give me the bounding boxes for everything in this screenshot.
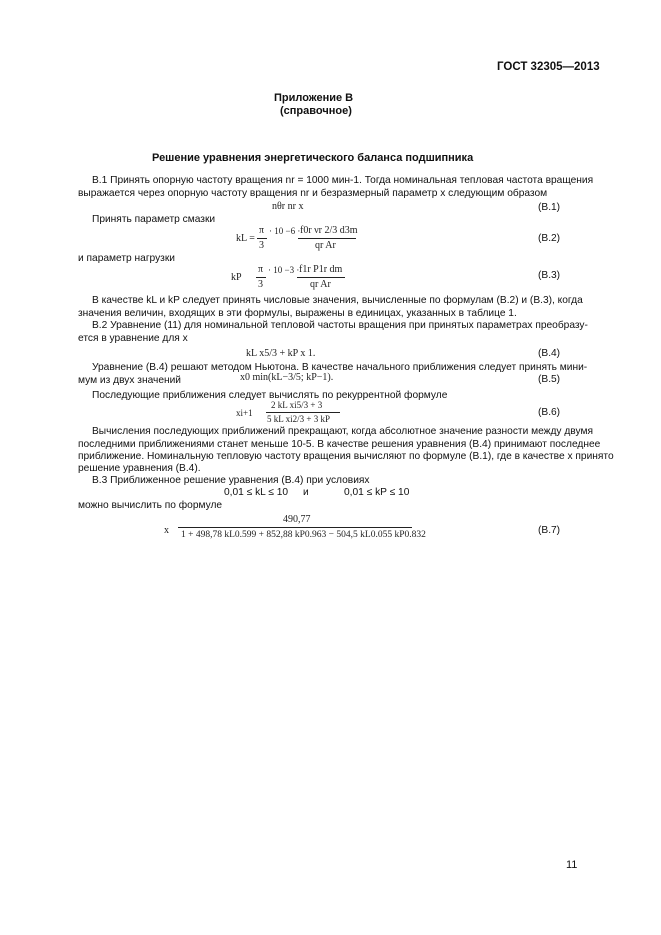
equation-number-b7: (В.7) [538,525,561,536]
condition-kp: 0,01 ≤ kP ≤ 10 [344,487,410,498]
equation-b2-three: 3 [259,240,264,251]
lubrication-param-text: Принять параметр смазки [92,214,216,225]
equation-number-b3: (В.3) [538,270,561,281]
equation-b3-three: 3 [258,279,263,290]
condition-kl: 0,01 ≤ kL ≤ 10 [224,487,289,498]
equation-b7-denominator: 1 + 498,78 kL0.599 + 852,88 kP0.963 − 504,5 kL0.055 kP0.832 [181,530,426,540]
paragraph-b2-line1: В.2 Уравнение (11) для номинальной тепловой частоты вращения при принятых параметрах преобразу- [92,320,588,331]
equation-b7-fraction-bar [178,527,412,528]
equation-b3-lhs: kP [231,272,242,283]
paragraph-coeffs-line2: значения величин, входящих в эти формулы, выражены в единицах, указанных в таблице 1. [78,308,517,319]
equation-b2-pi-bar [257,238,267,239]
equation-b2-factor: · 10 −6 · [269,226,301,236]
equation-number-b2: (В.2) [538,233,561,244]
equation-b2-pi: π [259,225,265,236]
equation-b6-numerator: 2 kL xi5/3 + 3 [271,400,323,410]
equation-b6-denominator: 5 kL xi2/3 + 3 kP [267,414,330,424]
equation-number-b5: (В.5) [538,374,561,385]
paragraph-stop-line4: решение уравнения (В.4). [78,463,201,474]
standard-code: ГОСТ 32305—2013 [497,61,600,73]
paragraph-b1-line2: выражается через опорную частоту вращения nr и безразмерный параметр x следующим образом [78,188,548,199]
equation-b3-factor: · 10 −3 · [268,265,300,275]
equation-b1: nθr nr x [272,201,304,212]
condition-and: и [303,487,309,498]
equation-b7-lhs: x [164,525,169,536]
equation-b3-pi-bar [256,277,266,278]
equation-b7-numerator: 490,77 [283,514,311,525]
paragraph-b3-line1: В.3 Приближенное решение уравнения (В.4) при условиях [92,475,370,486]
paragraph-b1-line1: В.1 Принять опорную частоту вращения nr = 1000 мин-1. Тогда номинальная тепловая частота вращения [92,175,594,186]
section-title: Решение уравнения энергетического баланса подшипника [152,152,474,164]
equation-b3-numerator: f1r P1r dm [299,264,343,275]
paragraph-stop-line3: приближение. Номинальную тепловую частоту вращения вычисляют по формуле (В.1), где в качестве x принято [78,451,614,462]
paragraph-newton-line1: Уравнение (В.4) решают методом Ньютона. В качестве начального приближения следует принять мини- [92,362,588,373]
equation-number-b1: (В.1) [538,202,561,213]
equation-b4: kL x5/3 + kP x 1. [246,348,316,359]
load-param-text: и параметр нагрузки [78,253,175,264]
appendix-title: Приложение В [274,92,354,104]
equation-number-b4: (В.4) [538,348,561,359]
equation-b3-denominator: qr Ar [310,279,331,290]
equation-number-b6: (В.6) [538,407,561,418]
equation-b2-numerator: f0r νr 2/3 d3m [300,225,358,236]
equation-b2-denominator: qr Ar [315,240,336,251]
equation-b6-fraction-bar [266,412,340,413]
appendix-subtitle: (справочное) [280,105,352,117]
paragraph-recurrent: Последующие приближения следует вычислять по рекуррентной формуле [92,390,448,401]
equation-b5: x0 min(kL−3/5; kP−1). [240,372,334,383]
equation-b3-pi: π [258,264,264,275]
equation-b2-fraction-bar [298,238,356,239]
page-number: 11 [566,859,578,871]
paragraph-stop-line2: последними приближениями станет меньше 10-5. В качестве решения уравнения (В.4) принимают последнее [78,439,601,450]
equation-b2-lhs: kL = [236,233,255,244]
equation-b3-fraction-bar [297,277,345,278]
paragraph-newton-line2: мум из двух значений [78,375,181,386]
paragraph-b2-line2: ется в уравнение для x [78,333,188,344]
equation-b6-lhs: xi+1 [236,408,253,418]
paragraph-b3-line3: можно вычислить по формуле [78,500,223,511]
paragraph-coeffs-line1: В качестве kL и kP следует принять числовые значения, вычисленные по формулам (В.2) и (В.3), когда [92,295,583,306]
paragraph-stop-line1: Вычисления последующих приближений прекращают, когда абсолютное значение разности между двумя [92,426,593,437]
